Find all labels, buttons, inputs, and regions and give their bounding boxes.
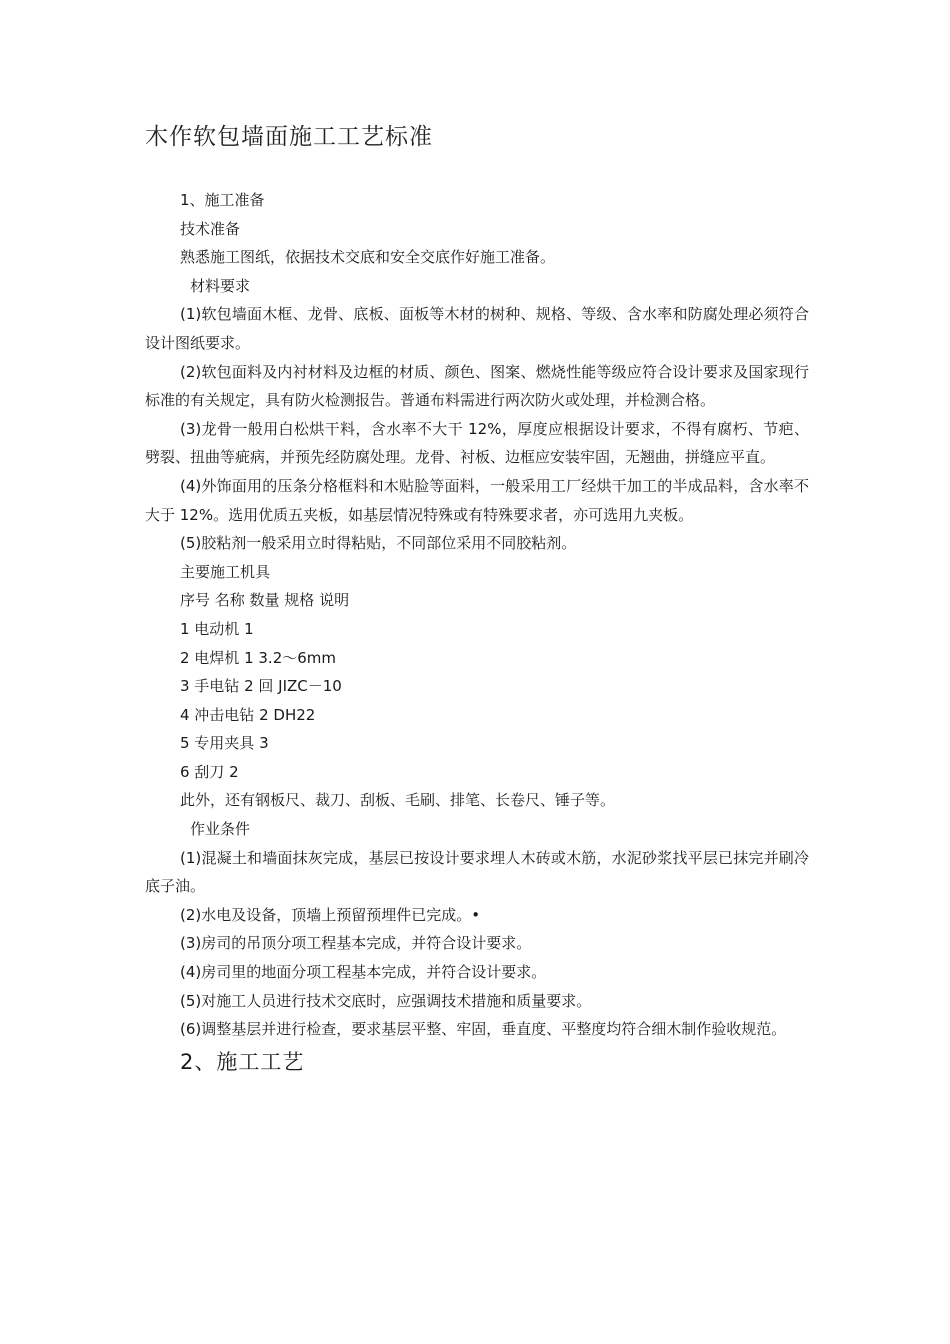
section-1-heading: 1、施工准备 — [180, 191, 265, 209]
section-2-heading: 2、施工工艺 — [180, 1049, 305, 1074]
subheading-material-requirements: 材料要求 — [190, 276, 251, 295]
paragraph: (2)水电及设备，顶墙上预留预埋件已完成。• — [180, 905, 481, 924]
tool-list-item: 5 专用夹具 3 — [180, 734, 269, 753]
paragraph: (5)胶粘剂一般采用立时得粘贴，不同部位采用不同胶粘剂。 — [180, 534, 577, 553]
paragraph: (3)房司的吊顶分项工程基本完成，并符合设计要求。 — [180, 934, 532, 953]
paragraph: 熟悉施工图纸，依据技术交底和安全交底作好施工准备。 — [180, 248, 556, 267]
subheading-technical-preparation: 技术准备 — [180, 219, 241, 238]
tool-list-item: 3 手电钻 2 回 JIZC－10 — [180, 677, 342, 696]
paragraph: 此外，还有钢板尺、裁刀、刮板、毛刷、排笔、长卷尺、锤子等。 — [180, 791, 616, 810]
subheading-work-conditions: 作业条件 — [190, 820, 251, 839]
document-title: 木作软包墙面施工工艺标准 — [145, 124, 433, 150]
paragraph: (3)龙骨一般用白松烘干料，含水率不大干 12%，厚度应根据设计要求，不得有腐朽、节疤、劈裂、扭曲等疵病，并预先经防腐处理。龙骨、衬板、边框应安装牢固，无翘曲，拼缝应平直。 — [145, 419, 809, 467]
tool-list-item: 2 电焊机 1 3.2～6mm — [180, 648, 337, 667]
paragraph: (5)对施工人员进行技术交底时，应强调技术措施和质量要求。 — [180, 991, 592, 1010]
tool-list-item: 4 冲击电钻 2 DH22 — [180, 705, 316, 724]
paragraph: (1)混凝土和墙面抹灰完成，基层已按设计要求埋人木砖或木筋，水泥砂浆找平层已抹完并刷冷底子油。 — [145, 848, 809, 896]
document-body — [145, 186, 809, 1078]
tool-list-header: 序号 名称 数量 规格 说明 — [180, 591, 350, 610]
tool-list-item: 1 电动机 1 — [180, 619, 254, 638]
paragraph: (2)软包面料及内衬材料及边框的材质、颜色、图案、燃烧性能等级应符合设计要求及国家现行标准的有关规定，具有防火检测报告。普通布料需进行两次防火或处理，并检测合格。 — [145, 362, 809, 410]
paragraph: (4)房司里的地面分项工程基本完成，并符合设计要求。 — [180, 963, 547, 982]
subheading-main-tools: 主要施工机具 — [180, 562, 271, 581]
paragraph: (6)调整基层并进行检查，要求基层平整、牢固，垂直度、平整度均符合细木制作验收规范。 — [180, 1020, 787, 1039]
paragraph: (4)外饰面用的压条分格框料和木贴脸等面料，一般采用工厂经烘干加工的半成品料，含水率不大于 12%。选用优质五夹板，如基层情况特殊或有特殊要求者，亦可选用九夹板。 — [145, 476, 809, 524]
tool-list-item: 6 刮刀 2 — [180, 762, 239, 781]
paragraph: (1)软包墙面木框、龙骨、底板、面板等木材的树种、规格、等级、含水率和防腐处理必须符合设计图纸要求。 — [145, 305, 809, 352]
